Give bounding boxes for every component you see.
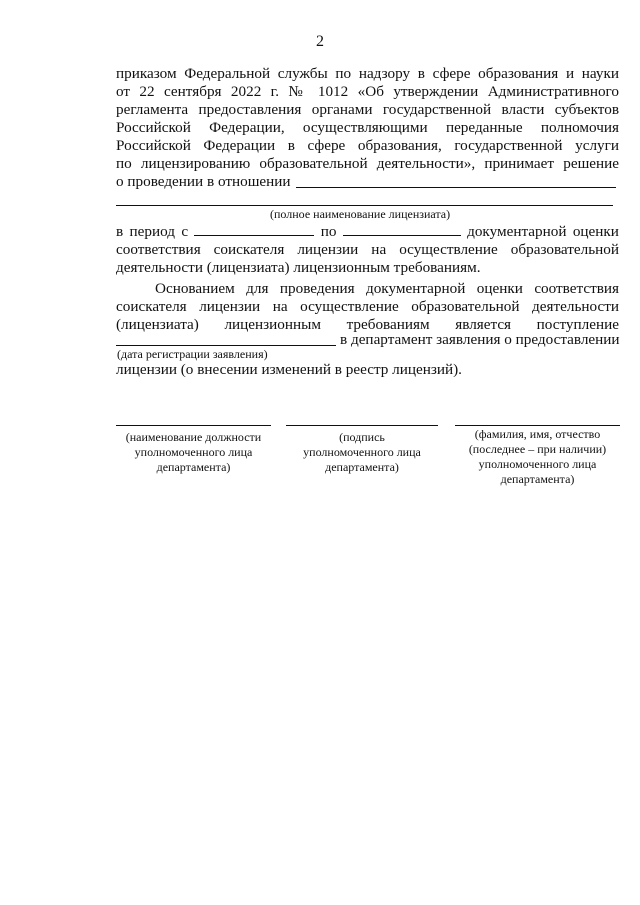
text-line: соответствия соискателя лицензии на осуществление образовательной (116, 241, 619, 258)
period-word: оценки (572, 223, 619, 240)
start-date-blank (194, 223, 314, 236)
position-line (116, 425, 271, 426)
line-word: требованиям (346, 316, 430, 333)
text-line: по лицензированию образовательной деятельности», принимает решение (116, 155, 619, 172)
text-line: о проведении в отношении (116, 173, 291, 190)
signature-caption: (подпись уполномоченного лица департамента) (303, 430, 421, 474)
line-word: лицензионным (224, 316, 321, 333)
text-line: регламента предоставления органами государственной власти субъектов (116, 101, 619, 118)
period-word: по (320, 223, 337, 240)
page-number: 2 (316, 33, 324, 50)
position-caption: (наименование должности уполномоченного лица департамента) (125, 430, 262, 474)
end-date-blank (343, 223, 461, 236)
period-line (116, 223, 619, 241)
text-line: Основанием для проведения документарной оценки соответствия (155, 280, 619, 297)
licensee-name-line (116, 205, 613, 206)
full-name-line (455, 425, 620, 426)
text-line: от 22 сентября 2022 г. № 1012 «Об утверждении Административного (116, 83, 619, 100)
line-word: поступление (536, 316, 619, 333)
text-line: деятельности (лицензиата) лицензионным требованиям. (116, 259, 481, 276)
registration-date-blank (116, 345, 336, 346)
line-word: является (455, 316, 512, 333)
date-caption: (дата регистрации заявления) (117, 347, 268, 361)
text-line: соискателя лицензии на осуществление образовательной деятельности (116, 298, 619, 315)
licensee-caption: (полное наименование лицензиата) (270, 207, 451, 221)
line-word: (лицензиата) (116, 316, 199, 333)
text-line: Российской Федерации, осуществляющими переданные полномочия (116, 119, 619, 136)
text-line: лицензии (о внесении изменений в реестр лицензий). (116, 361, 462, 378)
full-name-caption: (фамилия, имя, отчество (последнее – при наличии) уполномоченного лица департамента) (468, 427, 607, 486)
period-word: документарной (467, 223, 567, 240)
licensee-name-blank (296, 187, 616, 188)
period-word: в (116, 223, 124, 240)
text-line: Российской Федерации в сфере образования, государственной услуги (116, 137, 619, 154)
period-word: период (129, 223, 175, 240)
period-word: с (181, 223, 189, 240)
signature-line (286, 425, 438, 426)
text-line: в департамент заявления о предоставлении (340, 331, 620, 348)
text-line: приказом Федеральной службы по надзору в сфере образования и науки (116, 65, 619, 82)
